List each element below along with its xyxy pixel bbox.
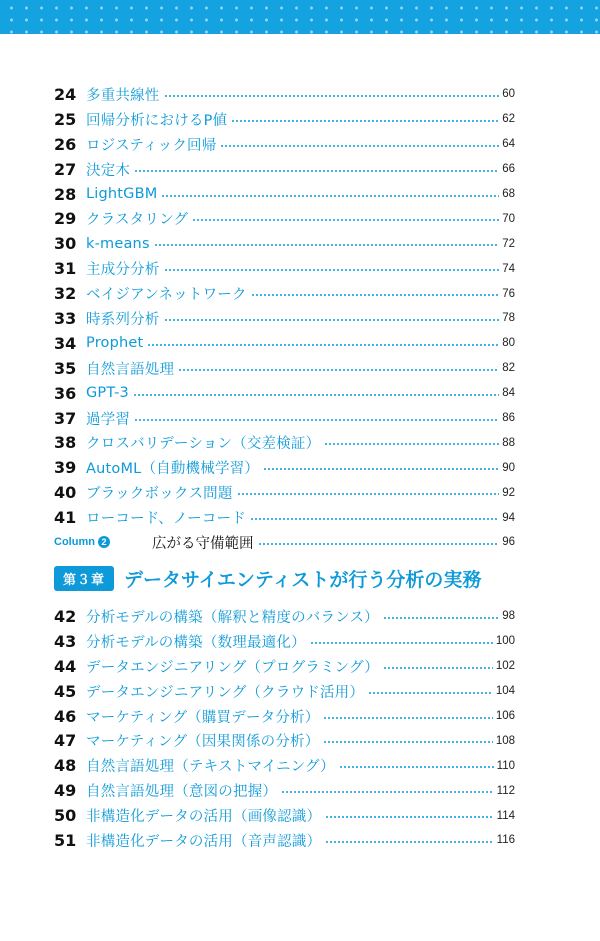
- dot-leader: [192, 219, 499, 221]
- entry-number: 26: [54, 134, 77, 154]
- entry-title: Prophet: [86, 335, 144, 352]
- entry-number: 42: [54, 606, 77, 626]
- toc-list-part-a: [54, 82, 515, 555]
- dot-leader: [281, 791, 494, 793]
- entry-page: 112: [496, 784, 515, 797]
- dot-leader: [325, 816, 493, 818]
- dot-leader: [250, 518, 499, 520]
- entry-page: 108: [495, 734, 515, 747]
- entry-page: 116: [496, 834, 515, 847]
- entry-number: 30: [54, 234, 77, 254]
- dot-leader: [231, 120, 499, 122]
- column-entry[interactable]: [54, 530, 515, 555]
- entry-page: 94: [502, 511, 515, 524]
- entry-number: 47: [54, 731, 77, 751]
- entry-page: 88: [502, 436, 515, 449]
- column-page: 96: [502, 536, 515, 549]
- entry-title: マーケティング（因果関係の分析）: [86, 734, 320, 751]
- chapter-title: データサイエンティストが行う分析の実務: [124, 568, 482, 591]
- toc-entry[interactable]: [54, 331, 515, 356]
- dot-leader: [154, 244, 499, 246]
- entry-number: 36: [54, 383, 77, 403]
- entry-number: 50: [54, 806, 77, 826]
- entry-page: 78: [502, 312, 515, 325]
- entry-title: 時系列分析: [86, 311, 160, 328]
- toc-entry[interactable]: [54, 381, 515, 406]
- entry-title: 回帰分析におけるP値: [86, 112, 228, 129]
- entry-title: ブラックボックス問題: [86, 486, 233, 503]
- entry-page: 106: [495, 710, 515, 722]
- entry-number: 39: [54, 458, 77, 478]
- entry-title: マーケティング（購買データ分析）: [86, 709, 320, 726]
- dot-leader: [164, 269, 500, 271]
- entry-number: 38: [54, 433, 77, 453]
- entry-title: ロジスティック回帰: [86, 137, 217, 154]
- toc-entry[interactable]: [54, 629, 515, 654]
- dot-leader: [178, 369, 499, 371]
- dot-leader: [220, 145, 499, 147]
- toc-entry[interactable]: [54, 480, 515, 505]
- entry-page: 84: [502, 387, 515, 400]
- entry-number: 46: [54, 706, 77, 726]
- entry-title: 非構造化データの活用（音声認識）: [86, 833, 322, 850]
- entry-number: 32: [54, 284, 77, 304]
- toc-entry[interactable]: [54, 107, 515, 132]
- toc-entry[interactable]: [54, 157, 515, 182]
- entry-page: 102: [495, 660, 515, 673]
- column-title: 広がる守備範囲: [152, 535, 254, 552]
- toc-entry[interactable]: [54, 206, 515, 231]
- entry-page: 62: [502, 113, 515, 126]
- entry-number: 44: [54, 656, 77, 676]
- entry-page: 74: [502, 262, 515, 275]
- dot-leader: [258, 543, 500, 545]
- dot-leader: [323, 717, 492, 719]
- entry-title: ローコード、ノーコード: [86, 511, 246, 528]
- entry-title: 過学習: [86, 411, 131, 428]
- entry-page: 60: [502, 88, 515, 101]
- entry-title: データエンジニアリング（クラウド活用）: [86, 684, 365, 701]
- entry-title: k-means: [86, 235, 150, 252]
- dot-leader: [323, 741, 492, 743]
- dot-leader: [263, 468, 499, 470]
- entry-title: 主成分分析: [86, 262, 160, 279]
- dot-leader: [325, 841, 493, 843]
- dot-leader: [339, 766, 494, 768]
- entry-page: 72: [502, 237, 515, 250]
- entry-page: 110: [496, 759, 515, 772]
- entry-number: 37: [54, 408, 77, 428]
- toc-entry[interactable]: [54, 654, 515, 679]
- entry-title: 自然言語処理（テキストマイニング）: [86, 759, 335, 776]
- dot-leader: [251, 294, 500, 296]
- entry-title: AutoML（自動機械学習）: [86, 461, 260, 478]
- entry-title: 決定木: [86, 162, 131, 179]
- entry-page: 70: [502, 212, 515, 225]
- dot-leader: [161, 195, 499, 197]
- toc-entry[interactable]: [54, 728, 515, 753]
- entry-page: 86: [502, 412, 515, 425]
- dot-leader: [134, 419, 499, 421]
- toc-list-part-b: [54, 604, 515, 853]
- dot-leader: [310, 642, 493, 644]
- entry-title: 多重共線性: [86, 87, 160, 104]
- entry-number: 48: [54, 756, 77, 776]
- entry-number: 34: [54, 333, 77, 353]
- dot-leader: [133, 394, 499, 396]
- chapter-heading: [54, 564, 481, 592]
- toc-entry[interactable]: [54, 256, 515, 281]
- toc-entry[interactable]: [54, 406, 515, 431]
- entry-page: 80: [502, 337, 515, 350]
- entry-title: LightGBM: [86, 186, 158, 202]
- entry-page: 82: [502, 362, 515, 375]
- entry-page: 92: [502, 486, 515, 499]
- toc-entry[interactable]: [54, 604, 515, 629]
- toc-entry[interactable]: [54, 356, 515, 381]
- entry-page: 68: [502, 188, 515, 200]
- toc-entry[interactable]: [54, 231, 515, 256]
- entry-number: 25: [54, 109, 77, 129]
- toc-entry[interactable]: [54, 306, 515, 331]
- entry-page: 66: [502, 163, 515, 176]
- toc-entry[interactable]: [54, 182, 515, 207]
- entry-title: データエンジニアリング（プログラミング）: [86, 659, 379, 676]
- entry-page: 90: [502, 461, 515, 474]
- entry-title: ベイジアンネットワーク: [86, 287, 247, 304]
- entry-number: 33: [54, 308, 77, 328]
- toc-entry[interactable]: [54, 778, 515, 803]
- toc-entry[interactable]: [54, 132, 515, 157]
- toc-entry[interactable]: [54, 803, 515, 828]
- entry-number: 27: [54, 159, 77, 179]
- toc-entry[interactable]: [54, 679, 515, 704]
- dot-leader: [237, 493, 500, 495]
- entry-title: 自然言語処理（意図の把握）: [86, 784, 278, 801]
- entry-title: 非構造化データの活用（画像認識）: [86, 809, 322, 826]
- entry-title: 分析モデルの構築（解釈と精度のバランス）: [86, 609, 379, 626]
- entry-title: 自然言語処理: [86, 361, 175, 378]
- entry-number: 24: [54, 84, 77, 104]
- entry-page: 104: [495, 685, 515, 698]
- toc-entry[interactable]: [54, 704, 515, 729]
- dot-leader: [324, 443, 499, 445]
- entry-number: 41: [54, 508, 77, 528]
- entry-page: 76: [502, 287, 515, 300]
- entry-number: 35: [54, 358, 77, 378]
- entry-title: クラスタリング: [86, 212, 189, 229]
- toc-entry[interactable]: [54, 753, 515, 778]
- dot-leader: [147, 344, 499, 346]
- toc-entry[interactable]: [54, 455, 515, 480]
- dot-leader: [164, 95, 500, 97]
- dot-leader: [368, 692, 493, 694]
- toc-entry[interactable]: [54, 505, 515, 530]
- entry-title: クロスバリデーション（交差検証）: [86, 436, 321, 453]
- toc-entry[interactable]: [54, 828, 515, 853]
- entry-page: 64: [502, 138, 515, 151]
- entry-page: 114: [496, 809, 515, 822]
- dot-leader: [134, 170, 499, 172]
- entry-number: 28: [54, 184, 77, 204]
- entry-number: 51: [54, 830, 77, 850]
- entry-title: 分析モデルの構築（数理最適化）: [86, 634, 306, 651]
- dot-leader: [164, 319, 500, 321]
- entry-number: 29: [54, 209, 77, 229]
- dot-leader: [383, 617, 499, 619]
- entry-page: 98: [502, 610, 515, 623]
- toc-entry[interactable]: [54, 281, 515, 306]
- top-decorative-band: [0, 0, 600, 34]
- dot-leader: [383, 667, 493, 669]
- toc-entry[interactable]: [54, 82, 515, 107]
- column-number-badge: 2: [98, 536, 110, 548]
- chapter-badge: 第３章: [54, 566, 114, 591]
- toc-entry[interactable]: [54, 430, 515, 455]
- entry-number: 49: [54, 781, 77, 801]
- entry-page: 100: [495, 635, 515, 648]
- entry-number: 43: [54, 631, 77, 651]
- entry-title: GPT-3: [86, 385, 129, 402]
- entry-number: 45: [54, 681, 77, 701]
- entry-number: 31: [54, 259, 77, 279]
- entry-number: 40: [54, 483, 77, 503]
- column-label: Column 2: [54, 536, 152, 548]
